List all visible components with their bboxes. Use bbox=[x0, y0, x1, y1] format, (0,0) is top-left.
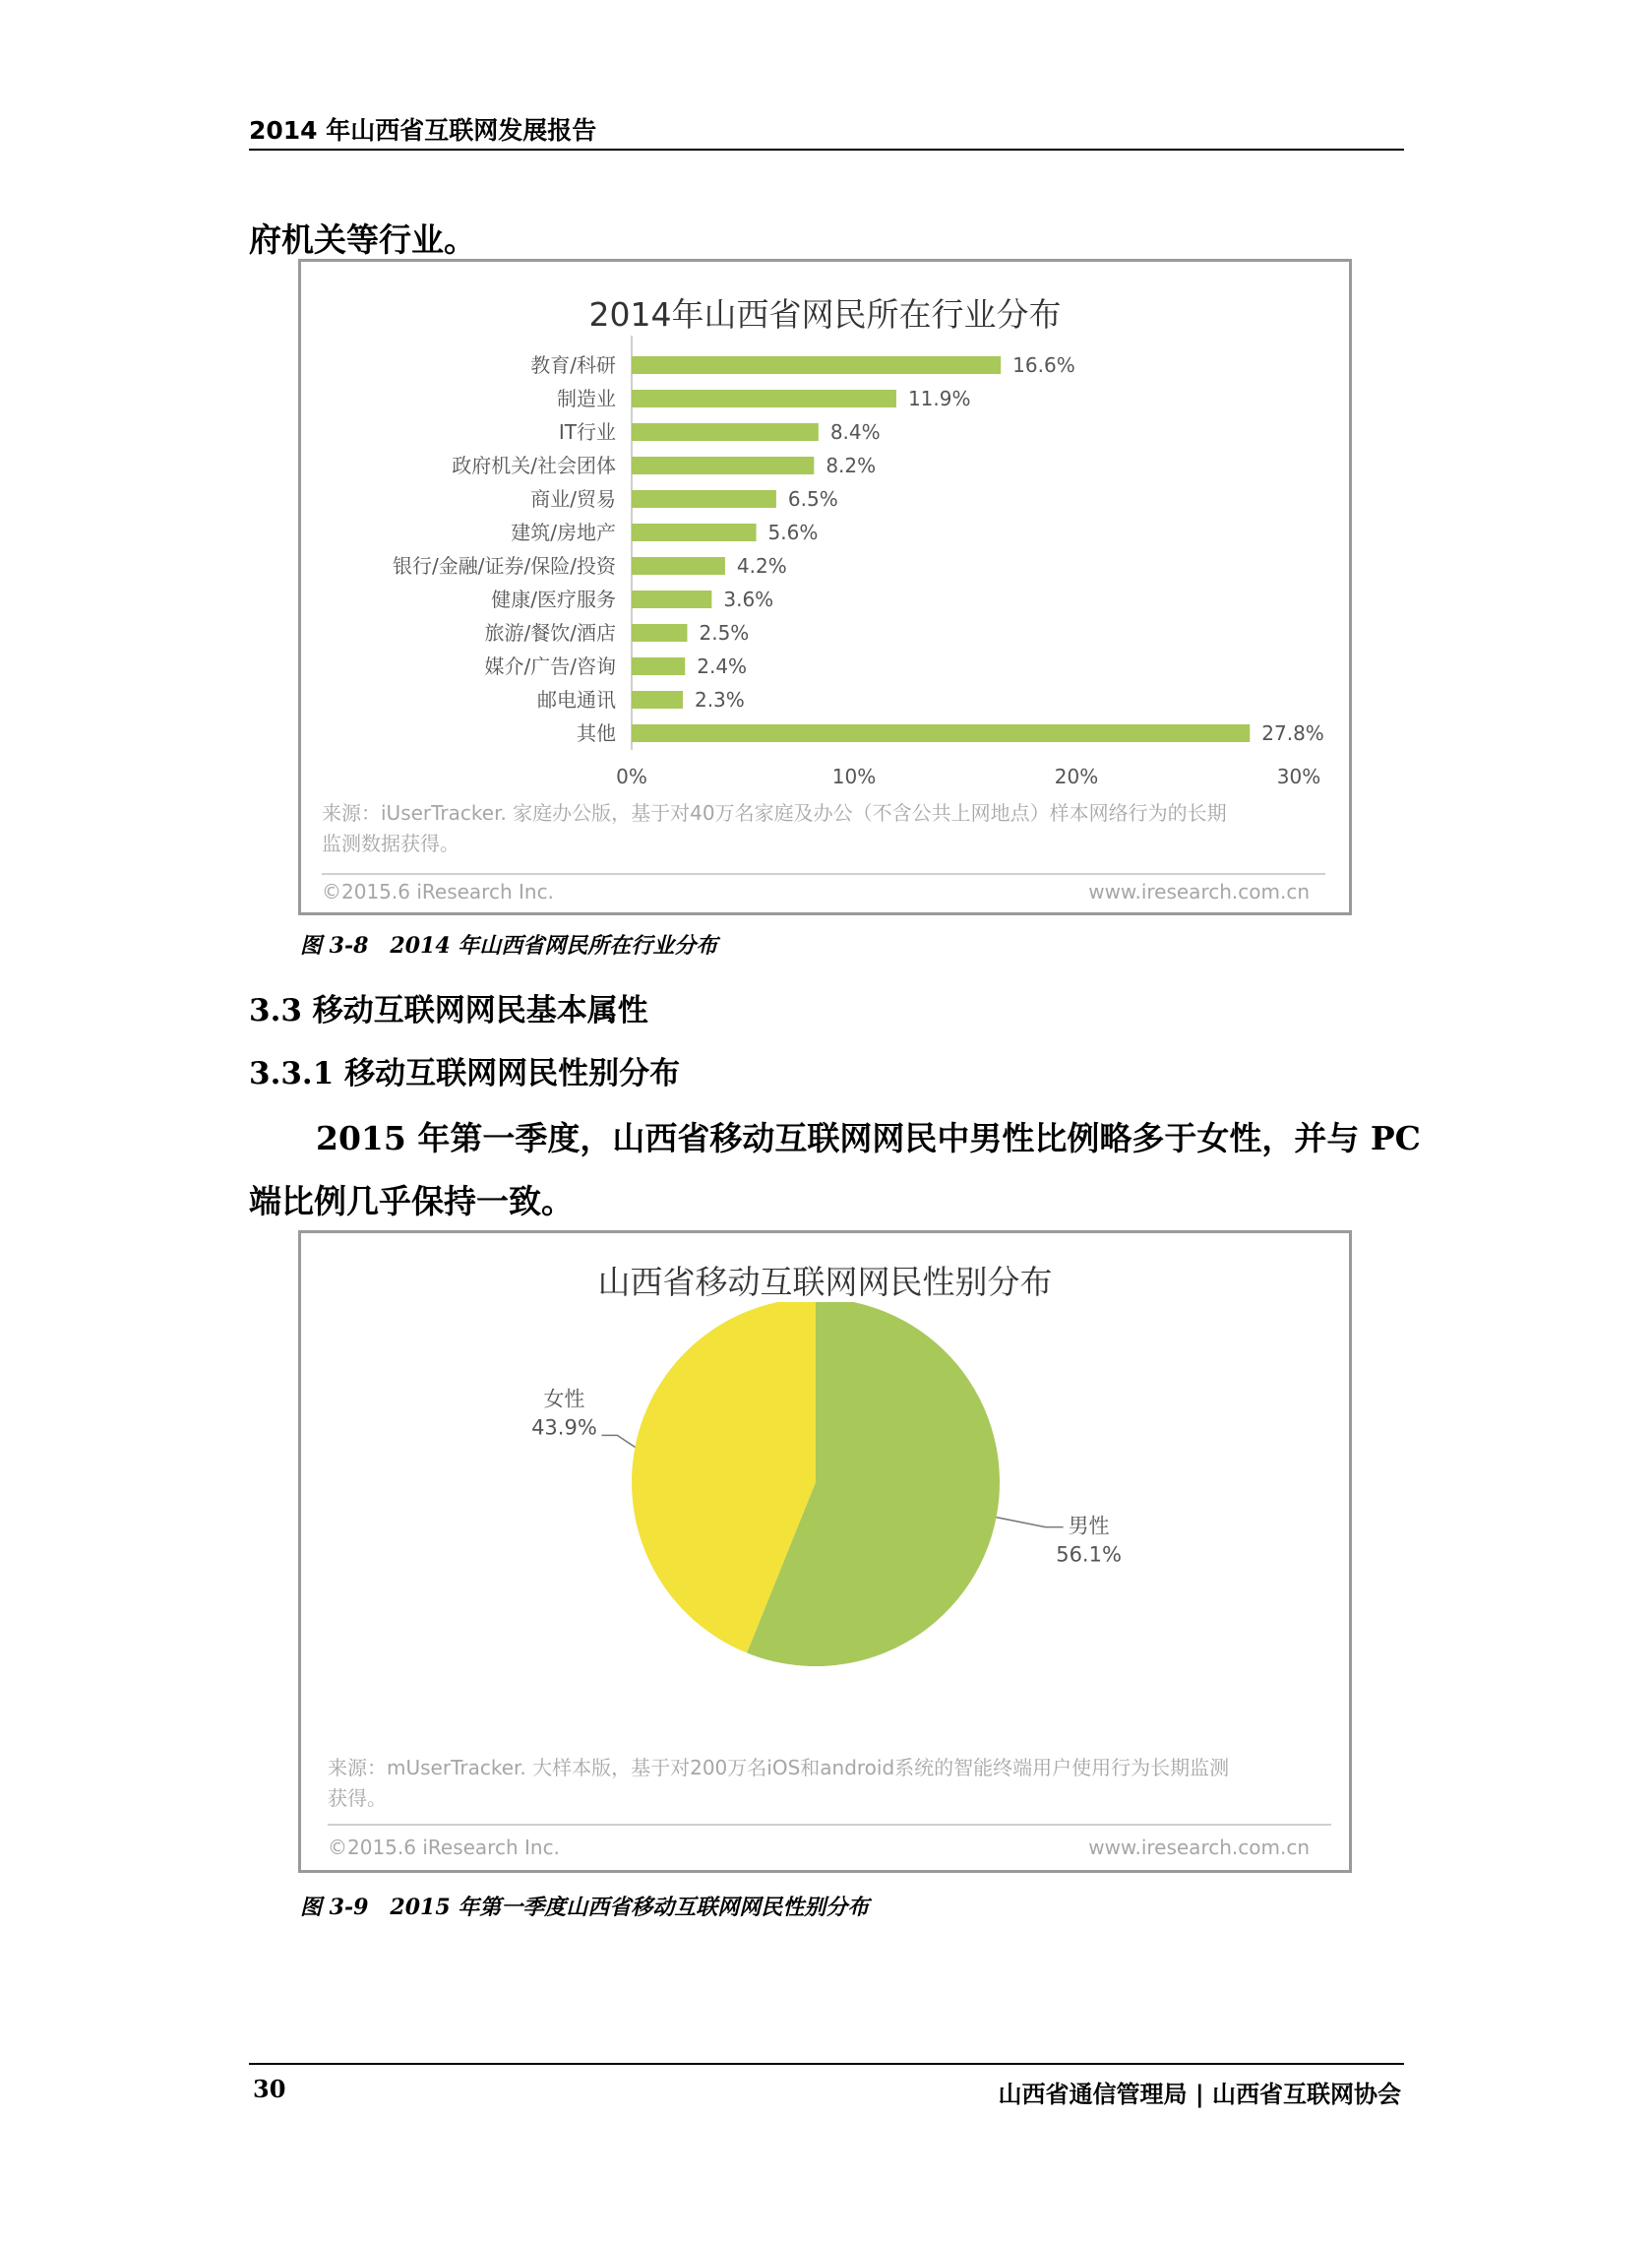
bar-value-label: 11.9% bbox=[907, 387, 971, 410]
chart-source-line-1: 来源：iUserTracker. 家庭办公版，基于对40万名家庭及办公（不含公共上网地点）样本网络行为的长期 bbox=[322, 801, 1227, 825]
bar-category-label: 商业/贸易 bbox=[530, 487, 616, 511]
chart-footer-divider bbox=[322, 873, 1325, 875]
bar-value-label: 8.2% bbox=[826, 454, 877, 477]
bar bbox=[632, 490, 776, 508]
chart-copyright: ©2015.6 iResearch Inc. bbox=[322, 880, 554, 903]
bar-category-label: 其他 bbox=[577, 721, 616, 745]
pie-leader-line bbox=[601, 1435, 635, 1447]
chart-source-line-2: 监测数据获得。 bbox=[322, 832, 459, 855]
bar-value-label: 2.4% bbox=[697, 654, 748, 678]
pie-leader-line bbox=[997, 1518, 1064, 1527]
bar bbox=[632, 524, 757, 541]
body-paragraph-line-2: 端比例几乎保持一致。 bbox=[249, 1182, 574, 1220]
figure-caption-3-9: 图 3-9 2015 年第一季度山西省移动互联网网民性别分布 bbox=[300, 1895, 870, 1920]
bar bbox=[632, 624, 688, 642]
bar bbox=[632, 657, 685, 675]
bar-value-label: 2.5% bbox=[699, 621, 750, 645]
bar bbox=[632, 591, 711, 608]
pie-label-category: 男性 bbox=[1068, 1514, 1110, 1538]
header-rule bbox=[249, 149, 1404, 151]
section-heading: 3.3 移动互联网网民基本属性 bbox=[249, 993, 648, 1028]
bar-category-label: 教育/科研 bbox=[530, 353, 616, 377]
bar bbox=[632, 557, 725, 575]
bar-value-label: 6.5% bbox=[787, 487, 838, 511]
x-tick-label: 10% bbox=[831, 765, 877, 788]
bar bbox=[632, 457, 814, 474]
bar bbox=[632, 724, 1250, 742]
pie-chart-title: 山西省移动互联网网民性别分布 bbox=[597, 1263, 1053, 1301]
bar-value-label: 2.3% bbox=[694, 688, 745, 712]
figure-gender-distribution bbox=[298, 1230, 1352, 1873]
pie-source-line-2: 获得。 bbox=[328, 1786, 387, 1810]
bar-value-label: 5.6% bbox=[767, 521, 819, 544]
bar-category-label: IT行业 bbox=[558, 420, 616, 444]
x-tick-label: 20% bbox=[1054, 765, 1099, 788]
bar-category-label: 旅游/餐饮/酒店 bbox=[484, 621, 616, 645]
pie-website: www.iresearch.com.cn bbox=[1088, 1836, 1310, 1859]
bar-category-label: 健康/医疗服务 bbox=[491, 588, 616, 611]
bar-category-label: 建筑/房地产 bbox=[511, 521, 616, 544]
gender-pie-chart bbox=[301, 1302, 1349, 1715]
bar-value-label: 8.4% bbox=[829, 420, 881, 444]
bar bbox=[632, 423, 819, 441]
bar-category-label: 邮电通讯 bbox=[537, 688, 616, 712]
chart-title: 2014年山西省网民所在行业分布 bbox=[588, 295, 1062, 334]
chart-website: www.iresearch.com.cn bbox=[1088, 880, 1310, 903]
bar-value-label: 4.2% bbox=[736, 554, 787, 578]
x-tick-label: 0% bbox=[616, 765, 647, 788]
intro-paragraph-tail: 府机关等行业。 bbox=[249, 220, 476, 259]
pie-label-value: 43.9% bbox=[531, 1415, 597, 1440]
pie-footer-divider bbox=[328, 1824, 1331, 1826]
bar bbox=[632, 356, 1001, 374]
footer-organization: 山西省通信管理局 | 山西省互联网协会 bbox=[998, 2081, 1401, 2108]
bar-category-label: 制造业 bbox=[557, 387, 616, 410]
pie-label-category: 女性 bbox=[543, 1387, 585, 1411]
pie-label-value: 56.1% bbox=[1056, 1542, 1122, 1567]
figure-caption-3-8: 图 3-8 2014 年山西省网民所在行业分布 bbox=[300, 933, 718, 959]
page-number: 30 bbox=[253, 2075, 286, 2103]
bar-value-label: 27.8% bbox=[1261, 721, 1324, 745]
pie-source-line-1: 来源：mUserTracker. 大样本版，基于对200万名iOS和android系统的智能终端用户使用行为长期监测 bbox=[328, 1756, 1230, 1779]
bar-category-label: 银行/金融/证券/保险/投资 bbox=[393, 554, 616, 578]
pie-copyright: ©2015.6 iResearch Inc. bbox=[328, 1836, 560, 1859]
bar-value-label: 16.6% bbox=[1012, 353, 1075, 377]
running-header-title: 2014 年山西省互联网发展报告 bbox=[249, 116, 597, 145]
bar-value-label: 3.6% bbox=[723, 588, 774, 611]
bar-category-label: 媒介/广告/咨询 bbox=[484, 654, 616, 678]
x-tick-label: 30% bbox=[1276, 765, 1321, 788]
figure-industry-distribution bbox=[298, 259, 1352, 915]
body-paragraph-line-1: 2015 年第一季度，山西省移动互联网网民中男性比例略多于女性，并与 PC bbox=[316, 1119, 1421, 1157]
subsection-heading: 3.3.1 移动互联网网民性别分布 bbox=[249, 1056, 681, 1091]
bar bbox=[632, 691, 683, 709]
footer-rule bbox=[249, 2063, 1404, 2065]
industry-bar-chart bbox=[301, 336, 1349, 788]
bar bbox=[632, 390, 896, 407]
bar-category-label: 政府机关/社会团体 bbox=[452, 454, 616, 477]
